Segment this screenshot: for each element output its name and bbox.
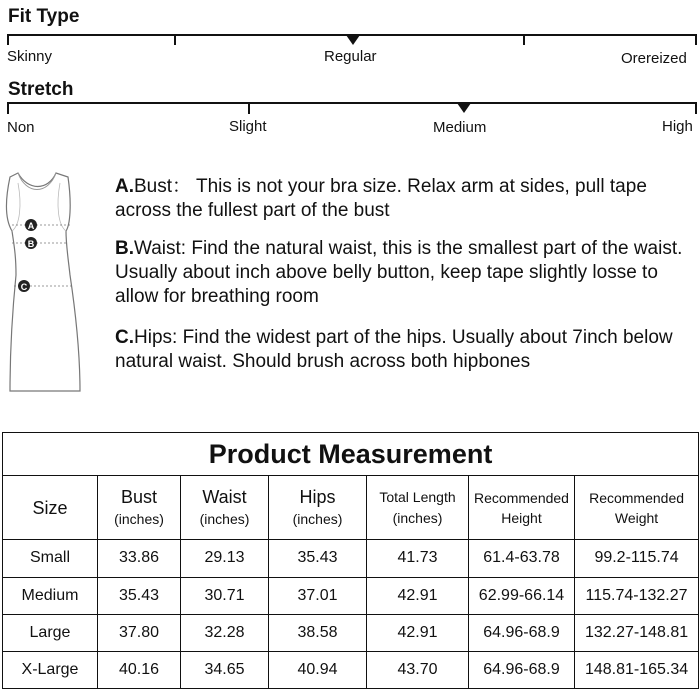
table-row-x-large [3,651,699,688]
hips-instruction [115,326,700,374]
stretch-tick [695,102,697,114]
table-cell: 61.4-63.78 [469,540,575,577]
table-cell: 33.86 [98,540,181,577]
fit-type-tick [7,34,9,45]
table-cell: 34.65 [181,651,269,688]
table-cell: 64.96-68.9 [469,614,575,651]
table-title: Product Measurement [3,433,699,476]
header-size: Size [3,476,98,540]
waist-instruction [115,237,700,309]
table-cell: 35.43 [269,540,367,577]
table-cell: 40.16 [98,651,181,688]
fit-type-label-skinny: Skinny [7,48,53,65]
header-bust: Bust (inches) [98,476,181,540]
bust-instruction [115,175,700,223]
svg-text:C: C [20,282,28,292]
table-row-small [3,540,699,577]
header-recommended-height: Recommended Height [469,476,575,540]
table-cell: 35.43 [98,577,181,614]
bust-text: This is not your bra size. Relax arm at sides, pull tape across the fullest part of the bust [115,176,647,221]
stretch-scale-line [7,102,696,104]
table-cell: 115.74-132.27 [575,577,699,614]
waist-text: Waist: Find the natural waist, this is the smallest part of the waist. Usually about inch above belly button, keep tape slightly losse to allow for breathing room [115,238,683,307]
fit-type-tick [523,34,525,45]
bust-lead: A. [115,176,134,197]
fit-type-tick [174,34,176,45]
table-cell: 38.58 [269,614,367,651]
table-cell: 99.2-115.74 [575,540,699,577]
stretch-tick [7,102,9,114]
fit-type-tick [695,34,697,45]
table-cell: 43.70 [367,651,469,688]
stretch-tick [248,102,250,114]
hips-text: Hips: Find the widest part of the hips. Usually about 7inch below natural waist. Should brush across both hipbones [115,327,673,372]
table-cell: 29.13 [181,540,269,577]
stretch-label-slight: Slight [229,118,267,135]
fit-type-selected-marker [346,35,360,45]
table-cell: Small [3,540,98,577]
header-recommended-weight: Recommended Weight [575,476,699,540]
stretch-title: Stretch [8,79,74,100]
dress-measurement-figure [0,165,110,405]
marker-c-icon [18,280,30,292]
table-cell: 37.01 [269,577,367,614]
header-hips: Hips (inches) [269,476,367,540]
hips-lead: C. [115,327,134,348]
table-cell: 30.71 [181,577,269,614]
fit-type-title: Fit Type [8,6,80,27]
svg-text:B: B [27,239,35,249]
svg-text:A: A [27,221,35,231]
bust-word: Bust： [134,176,192,197]
stretch-label-medium: Medium [433,119,487,136]
table-cell: 42.91 [367,614,469,651]
table-cell: 62.99-66.14 [469,577,575,614]
table-cell: 64.96-68.9 [469,651,575,688]
table-cell: Large [3,614,98,651]
table-cell: 132.27-148.81 [575,614,699,651]
product-measurement-table [2,432,698,689]
table-cell: 40.94 [269,651,367,688]
table-cell: 41.73 [367,540,469,577]
stretch-label-high: High [662,118,693,135]
fit-type-label-regular: Regular [324,48,377,65]
table-header-row [3,476,699,540]
fit-type-label-oversized: Orereized [621,50,687,67]
table-cell: 148.81-165.34 [575,651,699,688]
waist-lead: B. [115,238,134,259]
table-row-large [3,614,699,651]
marker-a-icon [25,219,37,231]
table-cell: 42.91 [367,577,469,614]
stretch-label-non: Non [7,119,35,136]
table-cell: X-Large [3,651,98,688]
table-row-medium [3,577,699,614]
table-cell: 32.28 [181,614,269,651]
header-total-length: Total Length (inches) [367,476,469,540]
table-cell: 37.80 [98,614,181,651]
table-cell: Medium [3,577,98,614]
marker-b-icon [25,237,37,249]
stretch-selected-marker [457,103,471,113]
dress-outline [6,173,80,391]
header-waist: Waist (inches) [181,476,269,540]
